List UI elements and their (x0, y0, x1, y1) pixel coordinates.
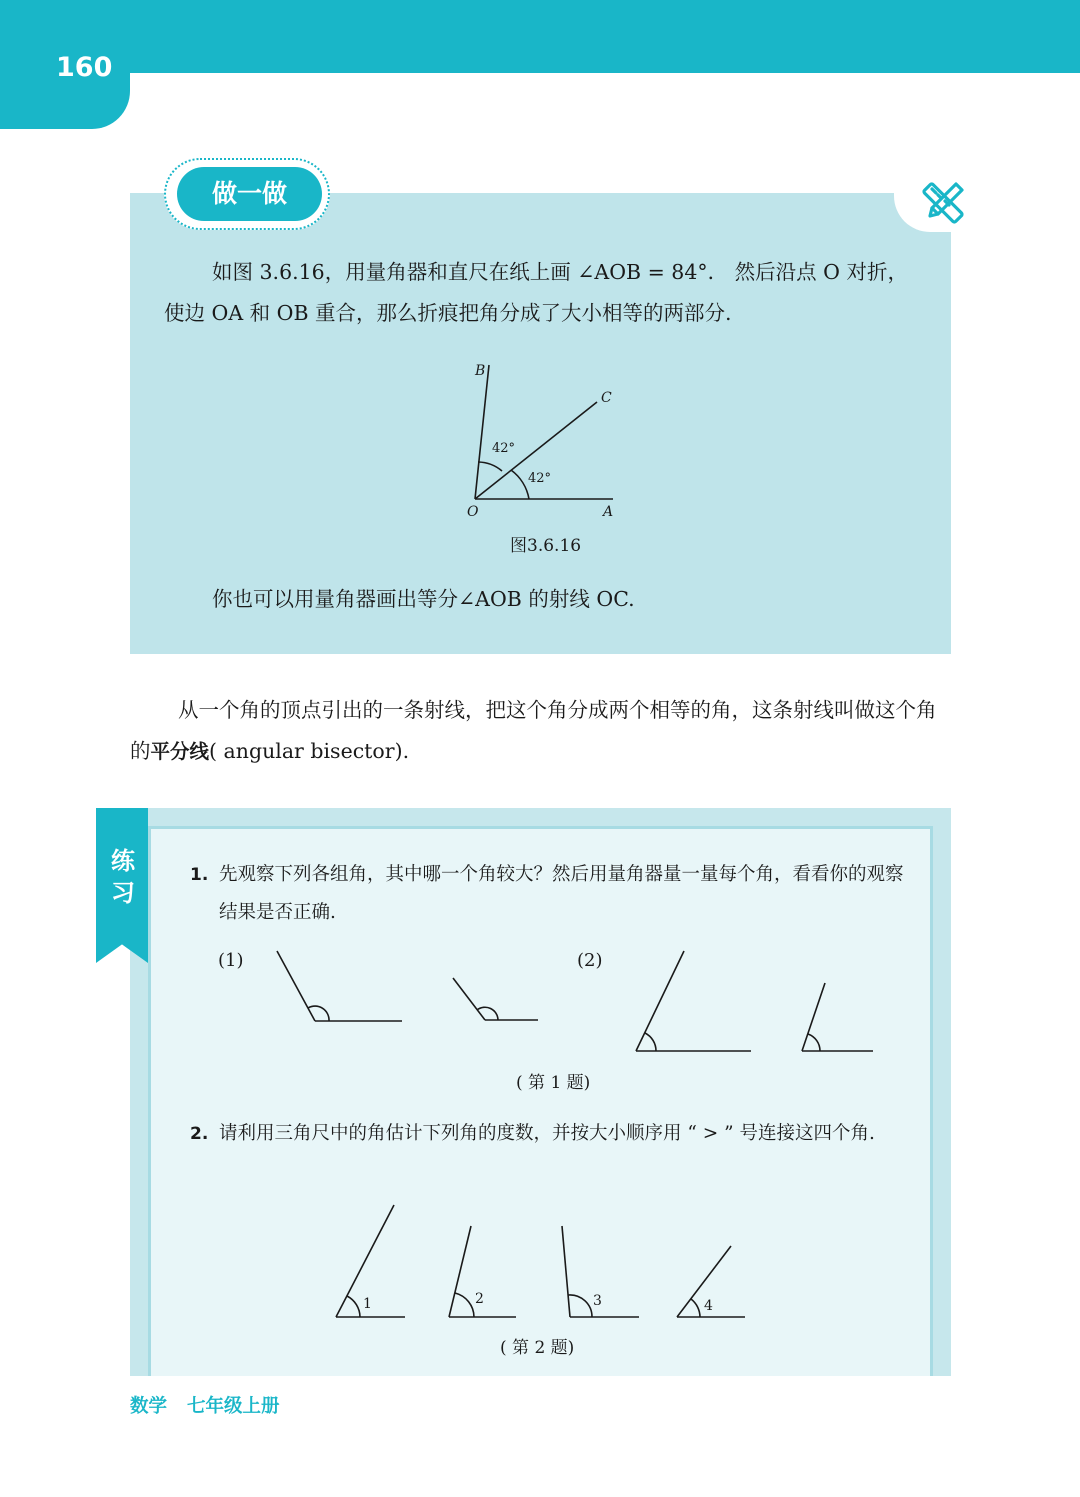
q1-group-2-angles (630, 945, 880, 1060)
header-band (0, 0, 1080, 73)
q1-angle-d-arc (808, 1034, 820, 1051)
label-A: A (603, 504, 614, 520)
q1-angle-c-arc (645, 1033, 656, 1051)
q1-group-1-angles (270, 945, 550, 1030)
figure-angle-bisector (455, 358, 630, 523)
q1-angle-a-ray2 (277, 951, 315, 1021)
q1-angle-c-ray2 (636, 951, 684, 1051)
definition-term: 平分线 (150, 740, 210, 763)
footer (130, 1392, 280, 1418)
q2-angle-label-4: 4 (704, 1298, 713, 1314)
q1-caption: ( 第 1 题) (516, 1073, 591, 1093)
q2-number: 2. (190, 1124, 209, 1144)
q2-angle-4-arc (691, 1299, 700, 1317)
q2-angle-2-ray2 (449, 1226, 471, 1317)
pencil-ruler-icon (918, 178, 968, 228)
definition-text: 从一个角的顶点引出的一条射线，把这个角分成两个相等的角，这条射线叫做这个角的 (130, 698, 937, 763)
activity-paragraph: 如图 3.6.16，用量角器和直尺在纸上画 ∠AOB = 84°． 然后沿点 O 对折，使边 OA 和 OB 重合，那么折痕把角分成了大小相等的两部分. (164, 260, 908, 325)
q2-angle-label-3: 3 (593, 1293, 602, 1309)
q1-sub-label-1: (1) (218, 950, 244, 971)
q2-caption: ( 第 2 题) (500, 1338, 575, 1358)
angle-label-2: 42° (528, 471, 552, 486)
label-O: O (467, 504, 479, 520)
q1-number: 1. (190, 865, 209, 885)
q2-angle-3-ray2 (562, 1226, 570, 1317)
label-C: C (601, 390, 612, 406)
q2-angle-label-2: 2 (475, 1291, 484, 1307)
q1-text: 先观察下列各组角，其中哪一个角较大？然后用量角器量一量每个角，看看你的观察结果是否正确. (219, 864, 904, 923)
q1-angle-b-ray2 (453, 978, 485, 1020)
activity-paragraph-2: 你也可以用量角器画出等分∠AOB 的射线 OC. (212, 587, 635, 611)
exercise-label: 练习 (111, 847, 135, 907)
angle-label-1: 42° (492, 441, 516, 456)
q2-angle-label-1: 1 (363, 1296, 372, 1312)
q2-text: 请利用三角尺中的角估计下列角的度数，并按大小顺序用 “ > ” 号连接这四个角. (219, 1123, 875, 1144)
activity-badge: 做一做 (177, 167, 322, 221)
footer-grade: 七年级上册 (187, 1396, 280, 1417)
arc-angle-COA (511, 470, 529, 499)
q2-angle-2-arc (455, 1293, 474, 1317)
page-number: 160 (56, 52, 113, 83)
q1-sub-label-2: (2) (577, 950, 603, 971)
q2-angle-1-arc (347, 1296, 360, 1317)
q2-angles (330, 1200, 755, 1325)
footer-subject: 数学 (130, 1396, 168, 1417)
definition-paragraph (130, 690, 955, 772)
ray-OB (475, 365, 489, 499)
label-B: B (475, 363, 486, 379)
q1-angle-d-ray2 (802, 983, 825, 1051)
arc-angle-BOC (478, 462, 502, 471)
q2-angle-3-arc (568, 1295, 592, 1317)
figure-caption: 图3.6.16 (510, 536, 582, 556)
definition-english: ( angular bisector). (209, 739, 410, 763)
